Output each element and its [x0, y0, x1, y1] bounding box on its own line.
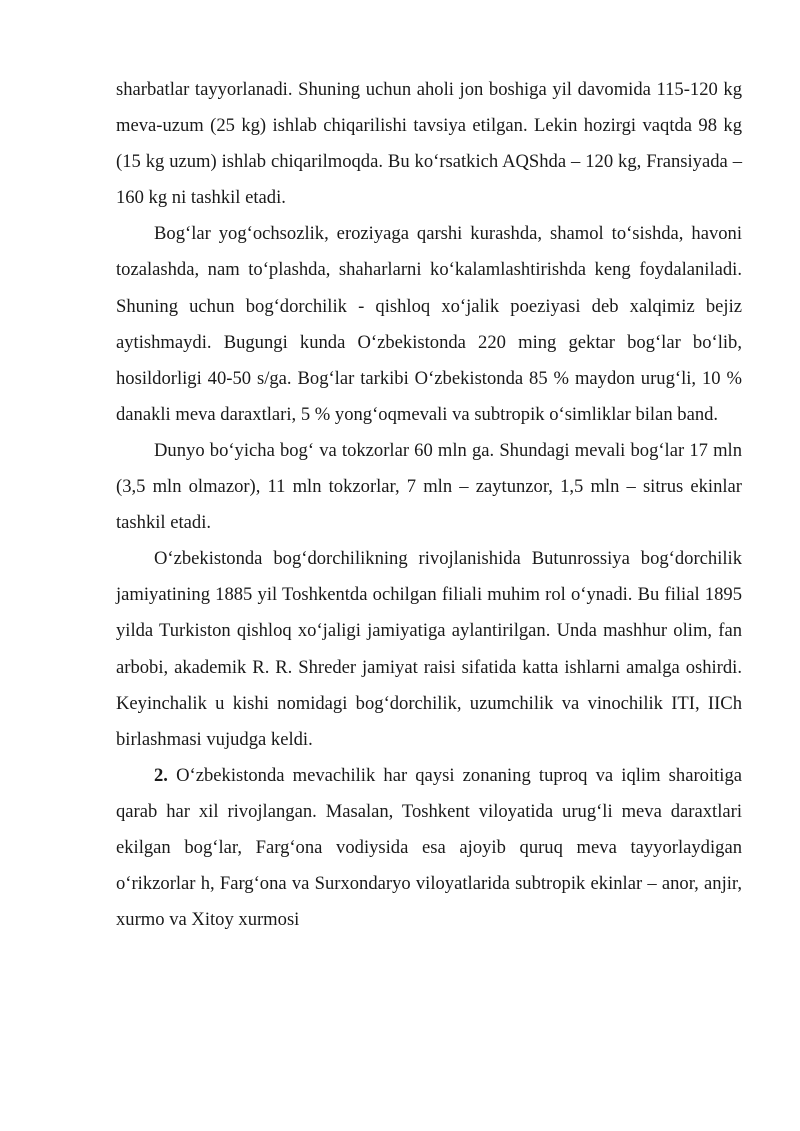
paragraph-2: [116, 216, 742, 433]
paragraph-4: [116, 541, 742, 758]
paragraph-1: [116, 72, 742, 216]
paragraph-text: Bog‘lar yog‘ochsozlik, eroziyaga qarshi kurashda, shamol to‘sishda, havoni tozalashda, nam to‘plashda, shaharlarni ko‘kalamlashtirishda keng foydalaniladi. Shuning uchun bog‘dorchilik - qishloq xo‘jalik poeziyasi deb xalqimiz bejiz aytishmaydi. Bugungi kunda O‘zbekistonda 220 ming gektar bog‘lar bo‘lib, hosildorligi 40-50 s/ga. Bog‘lar tarkibi O‘zbekistonda 85 % maydon urug‘li, 10 % danakli meva daraxtlari, 5 % yong‘oqmevali va subtropik o‘simliklar bilan band.: [116, 223, 742, 425]
section-number: 2.: [154, 764, 168, 786]
paragraph-text: Dunyo bo‘yicha bog‘ va tokzorlar 60 mln ga. Shundagi mevali bog‘lar 17 mln (3,5 mln olmazor), 11 mln tokzorlar, 7 mln – zaytunzor, 1,5 mln – sitrus ekinlar tashkil etadi.: [116, 439, 742, 534]
paragraph-text: O‘zbekistonda mevachilik har qaysi zonaning tuproq va iqlim sharoitiga qarab har xil rivojlangan. Masalan, Toshkent viloyatida urug‘li meva daraxtlari ekilgan bog‘lar, Farg‘ona vodiysida esa ajoyib quruq meva tayyorlaydigan o‘rikzorlar h, Farg‘ona va Surxondaryo viloyatlarida subtropik ekinlar – anor, anjir, xurmo va Xitoy xurmosi: [116, 764, 742, 931]
paragraph-text: O‘zbekistonda bog‘dorchilikning rivojlanishida Butunrossiya bog‘dorchilik jamiyatining 1885 yil Toshkentda ochilgan filiali muhim rol o‘ynadi. Bu filial 1895 yilda Turkiston qishloq xo‘jaligi jamiyatiga aylantirilgan. Unda mashhur olim, fan arbobi, akademik R. R. Shreder jamiyat raisi sifatida katta ishlarni amalga oshirdi. Keyinchalik u kishi nomidagi bog‘dorchilik, uzumchilik va vinochilik ITI, IIСh birlashmasi vujudga keldi.: [116, 548, 742, 750]
document-page: [116, 72, 742, 938]
paragraph-5: [116, 758, 742, 938]
paragraph-3: [116, 433, 742, 541]
paragraph-text: sharbatlar tayyorlanadi. Shuning uchun aholi jon boshiga yil davomida 115-120 kg meva-uzum (25 kg) ishlab chiqarilishi tavsiya etilgan. Lekin hozirgi vaqtda 98 kg (15 kg uzum) ishlab chiqarilmoqda. Bu ko‘rsatkich AQShda – 120 kg, Fransiyada – 160 kg ni tashkil etadi.: [116, 79, 742, 209]
